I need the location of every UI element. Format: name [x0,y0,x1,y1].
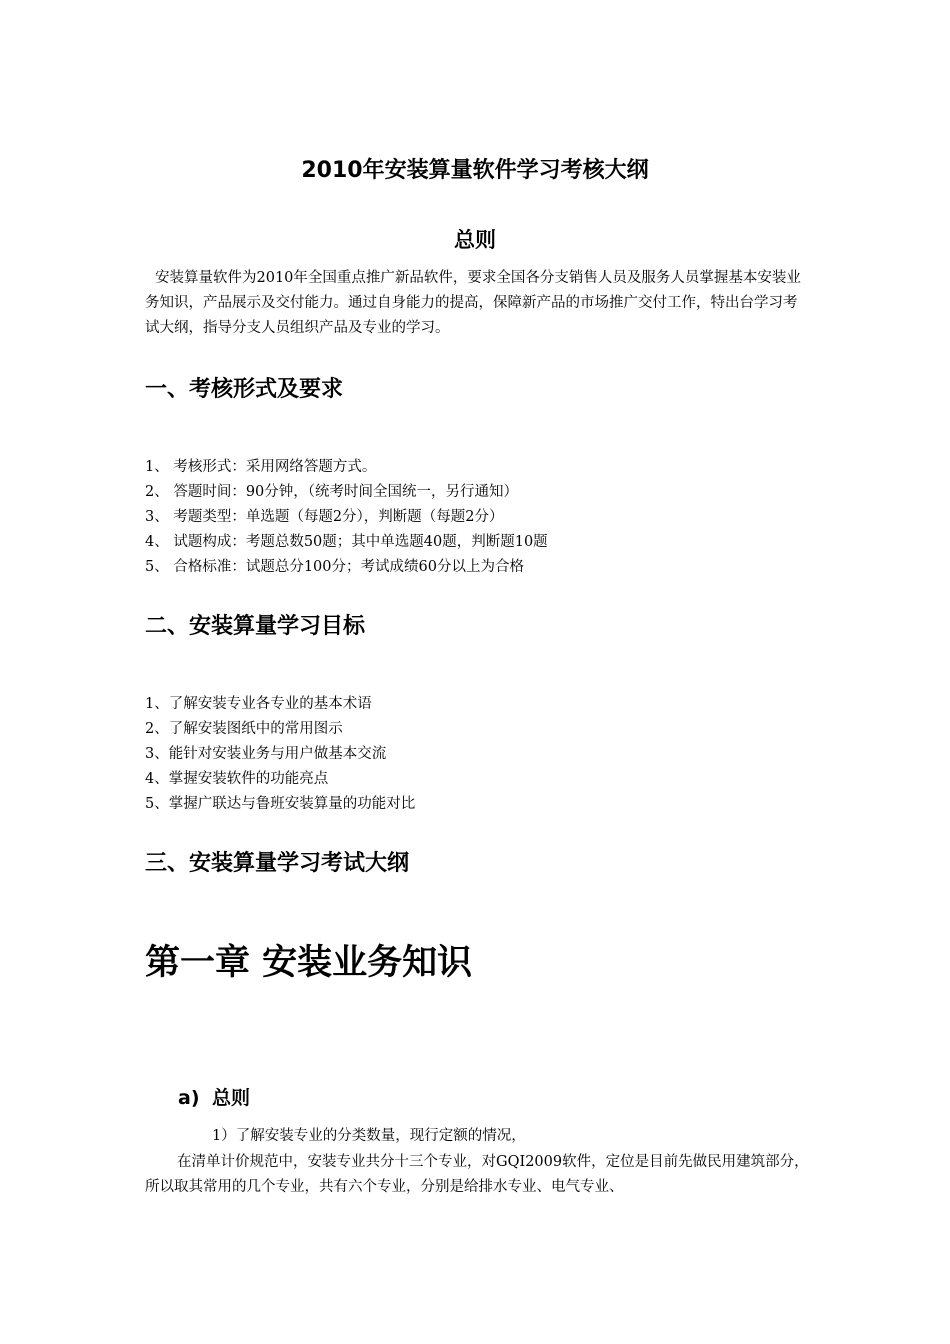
body-paragraph: 在清单计价规范中，安装专业共分十三个专业，对GQI2009软件，定位是目前先做民用建筑部分，所以取其常用的几个专业，共有六个专业，分别是给排水专业、电气专业、 [145,1154,809,1195]
general-heading: 总则 [454,228,496,252]
list-item: 4、 试题构成：考题总数50题；其中单选题40题，判断题10题 [145,534,548,550]
list-item: 5、 合格标准：试题总分100分；考试成绩60分以上为合格 [145,559,524,575]
list-item: 2、 答题时间：90分钟，（统考时间全国统一，另行通知） [145,484,519,500]
document-title: 2010年安装算量软件学习考核大纲 [301,158,649,183]
section-1-list [145,455,548,580]
list-item: 3、能针对安装业务与用户做基本交流 [145,746,387,762]
chapter-1-heading: 第一章 安装业务知识 [145,943,473,983]
list-item: 1、 考核形式：采用网络答题方式。 [145,459,377,475]
intro-paragraph: 安装算量软件为2010年全国重点推广新品软件，要求全国各分支销售人员及服务人员掌握基本安装业务知识，产品展示及交付能力。通过自身能力的提高，保障新产品的市场推广交付工作，特出台学习考试大纲，指导分支人员组织产品及专业的学习。 [145,270,801,336]
list-item: 5、掌握广联达与鲁班安装算量的功能对比 [145,796,416,812]
list-item: 1、了解安装专业各专业的基本术语 [145,696,372,712]
subsection-title: 总则 [212,1087,251,1109]
section-1-heading: 一、考核形式及要求 [145,377,344,402]
numbered-item-1: 1）了解安装专业的分类数量，现行定额的情况， [212,1128,526,1144]
subsection-a-heading [178,1084,250,1112]
section-3-heading: 三、安装算量学习考试大纲 [145,851,410,876]
section-2-list [145,692,415,817]
list-item: 2、了解安装图纸中的常用图示 [145,721,343,737]
section-2-heading: 二、安装算量学习目标 [145,614,366,639]
list-item: 4、掌握安装软件的功能亮点 [145,771,329,787]
list-item: 3、 考题类型：单选题（每题2分），判断题（每题2分） [145,509,504,525]
subsection-marker: a) [178,1087,200,1109]
